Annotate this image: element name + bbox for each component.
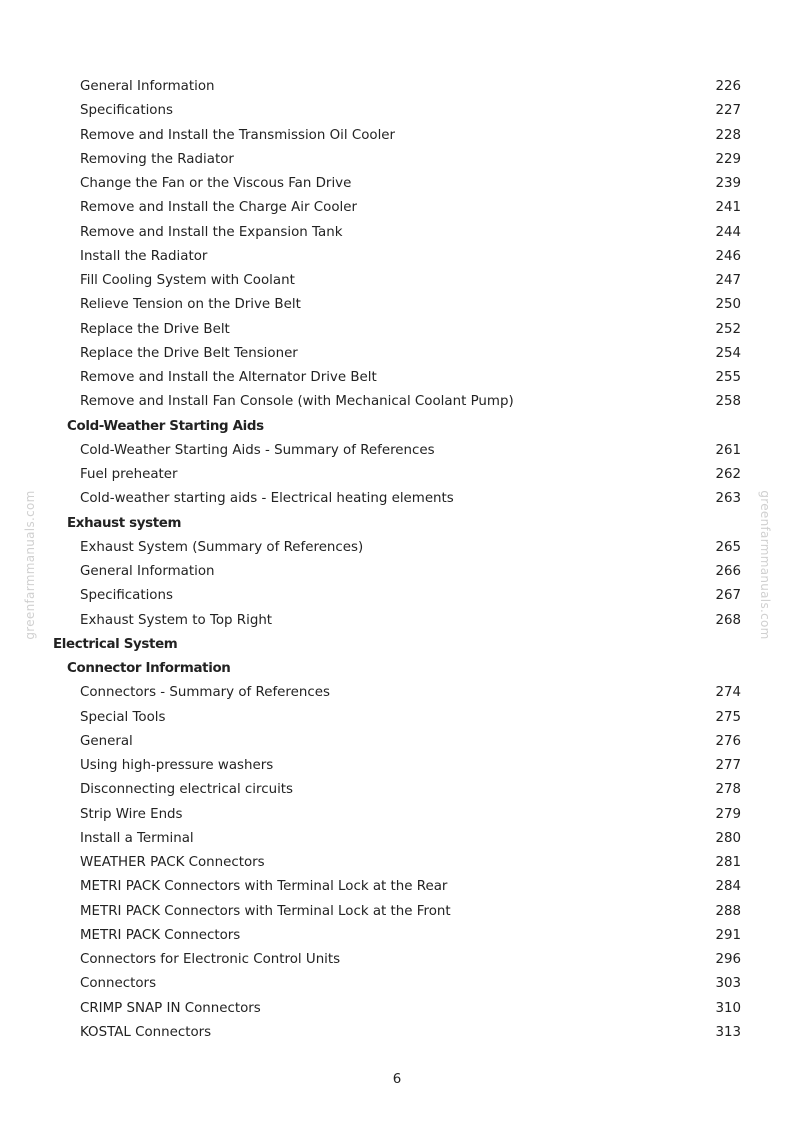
toc-entry: [0, 851, 794, 875]
toc-entry-title: Specifications: [80, 588, 173, 604]
toc-entry: [0, 827, 794, 851]
toc-entry-title: Remove and Install the Charge Air Cooler: [80, 200, 357, 216]
toc-entry-page-number: 258: [715, 394, 741, 410]
toc-entry-title: Change the Fan or the Viscous Fan Drive: [80, 176, 352, 191]
toc-entry: [0, 900, 794, 924]
toc-entry-title: Connector Information: [67, 661, 231, 676]
toc-entry-title: Relieve Tension on the Drive Belt: [80, 297, 301, 313]
toc-entry: [0, 99, 794, 123]
toc-entry-title: Specifications: [80, 103, 173, 119]
toc-entry-title: METRI PACK Connectors with Terminal Lock at the Rear: [80, 879, 448, 895]
toc-entry-page-number: 296: [715, 952, 741, 967]
toc-entry-page-number: 228: [715, 127, 741, 143]
toc-chapter-heading: [0, 633, 794, 657]
toc-entry-page-number: 262: [715, 467, 741, 482]
toc-entry-title: Fuel preheater: [80, 467, 178, 482]
toc-entry: [0, 560, 794, 584]
toc-entry-title: WEATHER PACK Connectors: [80, 855, 265, 870]
toc-entry-page-number: 226: [715, 79, 741, 94]
toc-entry-title: Connectors: [80, 976, 157, 992]
toc-entry: [0, 269, 794, 293]
toc-entry: [0, 463, 794, 487]
toc-entry-title: Remove and Install Fan Console (with Mechanical Coolant Pump): [80, 394, 514, 410]
page-number: 6: [392, 1072, 402, 1087]
toc-entry: [0, 75, 794, 99]
toc-entry-page-number: 252: [715, 321, 741, 337]
toc-entry-page-number: 255: [715, 370, 741, 385]
toc-entry-page-number: 268: [715, 612, 741, 628]
toc-entry: [0, 778, 794, 802]
toc-entry-page-number: 279: [715, 806, 741, 822]
toc-entry-title: General Information: [80, 79, 215, 94]
toc-entry: [0, 148, 794, 172]
toc-entry-title: Cold-Weather Starting Aids - Summary of References: [80, 442, 435, 458]
toc-entry-title: Install a Terminal: [80, 830, 194, 846]
toc-entry-page-number: 310: [715, 1000, 741, 1016]
toc-entry-page-number: 303: [715, 976, 741, 992]
toc-entry-title: Remove and Install the Expansion Tank: [80, 224, 343, 240]
toc-entry-page-number: 241: [715, 200, 741, 216]
toc-section-heading: [0, 415, 794, 439]
toc-entry: [0, 366, 794, 390]
toc-entry-page-number: 265: [715, 539, 741, 555]
toc-entry: [0, 997, 794, 1021]
toc-entry-page-number: 313: [715, 1024, 741, 1040]
toc-entry-title: Using high-pressure washers: [80, 758, 274, 773]
toc-entry-page-number: 275: [715, 709, 741, 725]
toc-entry: [0, 681, 794, 705]
toc-entry: [0, 124, 794, 148]
toc-entry-page-number: 291: [715, 927, 741, 943]
toc-entry-title: Exhaust System to Top Right: [80, 612, 273, 628]
toc-entry-title: Strip Wire Ends: [80, 806, 183, 822]
table-of-contents: [0, 75, 794, 1045]
toc-entry: [0, 706, 794, 730]
toc-entry-title: Connectors for Electronic Control Units: [80, 952, 341, 967]
toc-entry: [0, 172, 794, 196]
toc-entry: [0, 584, 794, 608]
toc-entry-page-number: 288: [715, 903, 741, 919]
toc-entry-page-number: 250: [715, 297, 741, 313]
toc-entry: [0, 730, 794, 754]
toc-entry-page-number: 229: [715, 151, 741, 167]
toc-entry-page-number: 284: [715, 879, 741, 895]
toc-entry-page-number: 274: [715, 685, 741, 701]
toc-entry-page-number: 281: [715, 855, 741, 870]
toc-entry-title: METRI PACK Connectors with Terminal Lock at the Front: [80, 903, 451, 919]
toc-entry-page-number: 239: [715, 176, 741, 191]
toc-entry-title: Exhaust system: [67, 515, 182, 531]
toc-entry-title: Connectors - Summary of References: [80, 685, 330, 701]
toc-entry-page-number: 254: [715, 345, 741, 361]
toc-entry: [0, 439, 794, 463]
toc-entry-title: Exhaust System (Summary of References): [80, 539, 364, 555]
toc-entry: [0, 342, 794, 366]
toc-section-heading: [0, 657, 794, 681]
toc-entry: [0, 293, 794, 317]
toc-entry-title: Replace the Drive Belt: [80, 321, 230, 337]
toc-entry: [0, 803, 794, 827]
toc-entry-page-number: 247: [715, 273, 741, 288]
toc-entry: [0, 536, 794, 560]
toc-entry-page-number: 261: [715, 442, 741, 458]
toc-entry-page-number: 246: [715, 248, 741, 264]
toc-entry: [0, 318, 794, 342]
toc-entry: [0, 875, 794, 899]
toc-entry: [0, 609, 794, 633]
toc-entry-page-number: 278: [715, 782, 741, 798]
toc-entry: [0, 1021, 794, 1045]
toc-entry-title: Removing the Radiator: [80, 151, 234, 167]
toc-entry: [0, 245, 794, 269]
toc-entry-page-number: 266: [715, 564, 741, 579]
toc-entry: [0, 948, 794, 972]
toc-entry-title: Remove and Install the Transmission Oil Cooler: [80, 127, 396, 143]
toc-entry: [0, 390, 794, 414]
toc-entry-title: Remove and Install the Alternator Drive Belt: [80, 370, 377, 385]
toc-entry: [0, 221, 794, 245]
toc-entry-title: KOSTAL Connectors: [80, 1024, 212, 1040]
toc-section-heading: [0, 512, 794, 536]
toc-entry-page-number: 244: [715, 224, 741, 240]
toc-entry-title: Replace the Drive Belt Tensioner: [80, 345, 298, 361]
toc-entry: [0, 196, 794, 220]
toc-entry: [0, 924, 794, 948]
toc-entry-page-number: 277: [715, 758, 741, 773]
watermark-right: greenfarmmanuals.com: [758, 490, 772, 640]
toc-entry-page-number: 263: [715, 491, 741, 507]
toc-entry-title: Cold-weather starting aids - Electrical heating elements: [80, 491, 454, 507]
toc-entry-title: METRI PACK Connectors: [80, 927, 241, 943]
toc-entry-title: Install the Radiator: [80, 248, 208, 264]
toc-entry-title: CRIMP SNAP IN Connectors: [80, 1000, 261, 1016]
toc-entry-title: Cold-Weather Starting Aids: [67, 418, 264, 434]
toc-entry-title: Disconnecting electrical circuits: [80, 782, 294, 798]
toc-entry-page-number: 280: [715, 830, 741, 846]
toc-entry: [0, 487, 794, 511]
toc-entry-title: Electrical System: [53, 636, 178, 652]
toc-entry-title: Fill Cooling System with Coolant: [80, 273, 295, 288]
toc-entry-page-number: 276: [715, 733, 741, 749]
toc-entry-title: General: [80, 733, 133, 749]
toc-entry-title: General Information: [80, 564, 215, 579]
toc-entry: [0, 972, 794, 996]
toc-entry-page-number: 267: [715, 588, 741, 604]
toc-entry-page-number: 227: [715, 103, 741, 119]
toc-entry-title: Special Tools: [80, 709, 166, 725]
watermark-left: greenfarmmanuals.com: [23, 490, 37, 640]
toc-entry: [0, 754, 794, 778]
